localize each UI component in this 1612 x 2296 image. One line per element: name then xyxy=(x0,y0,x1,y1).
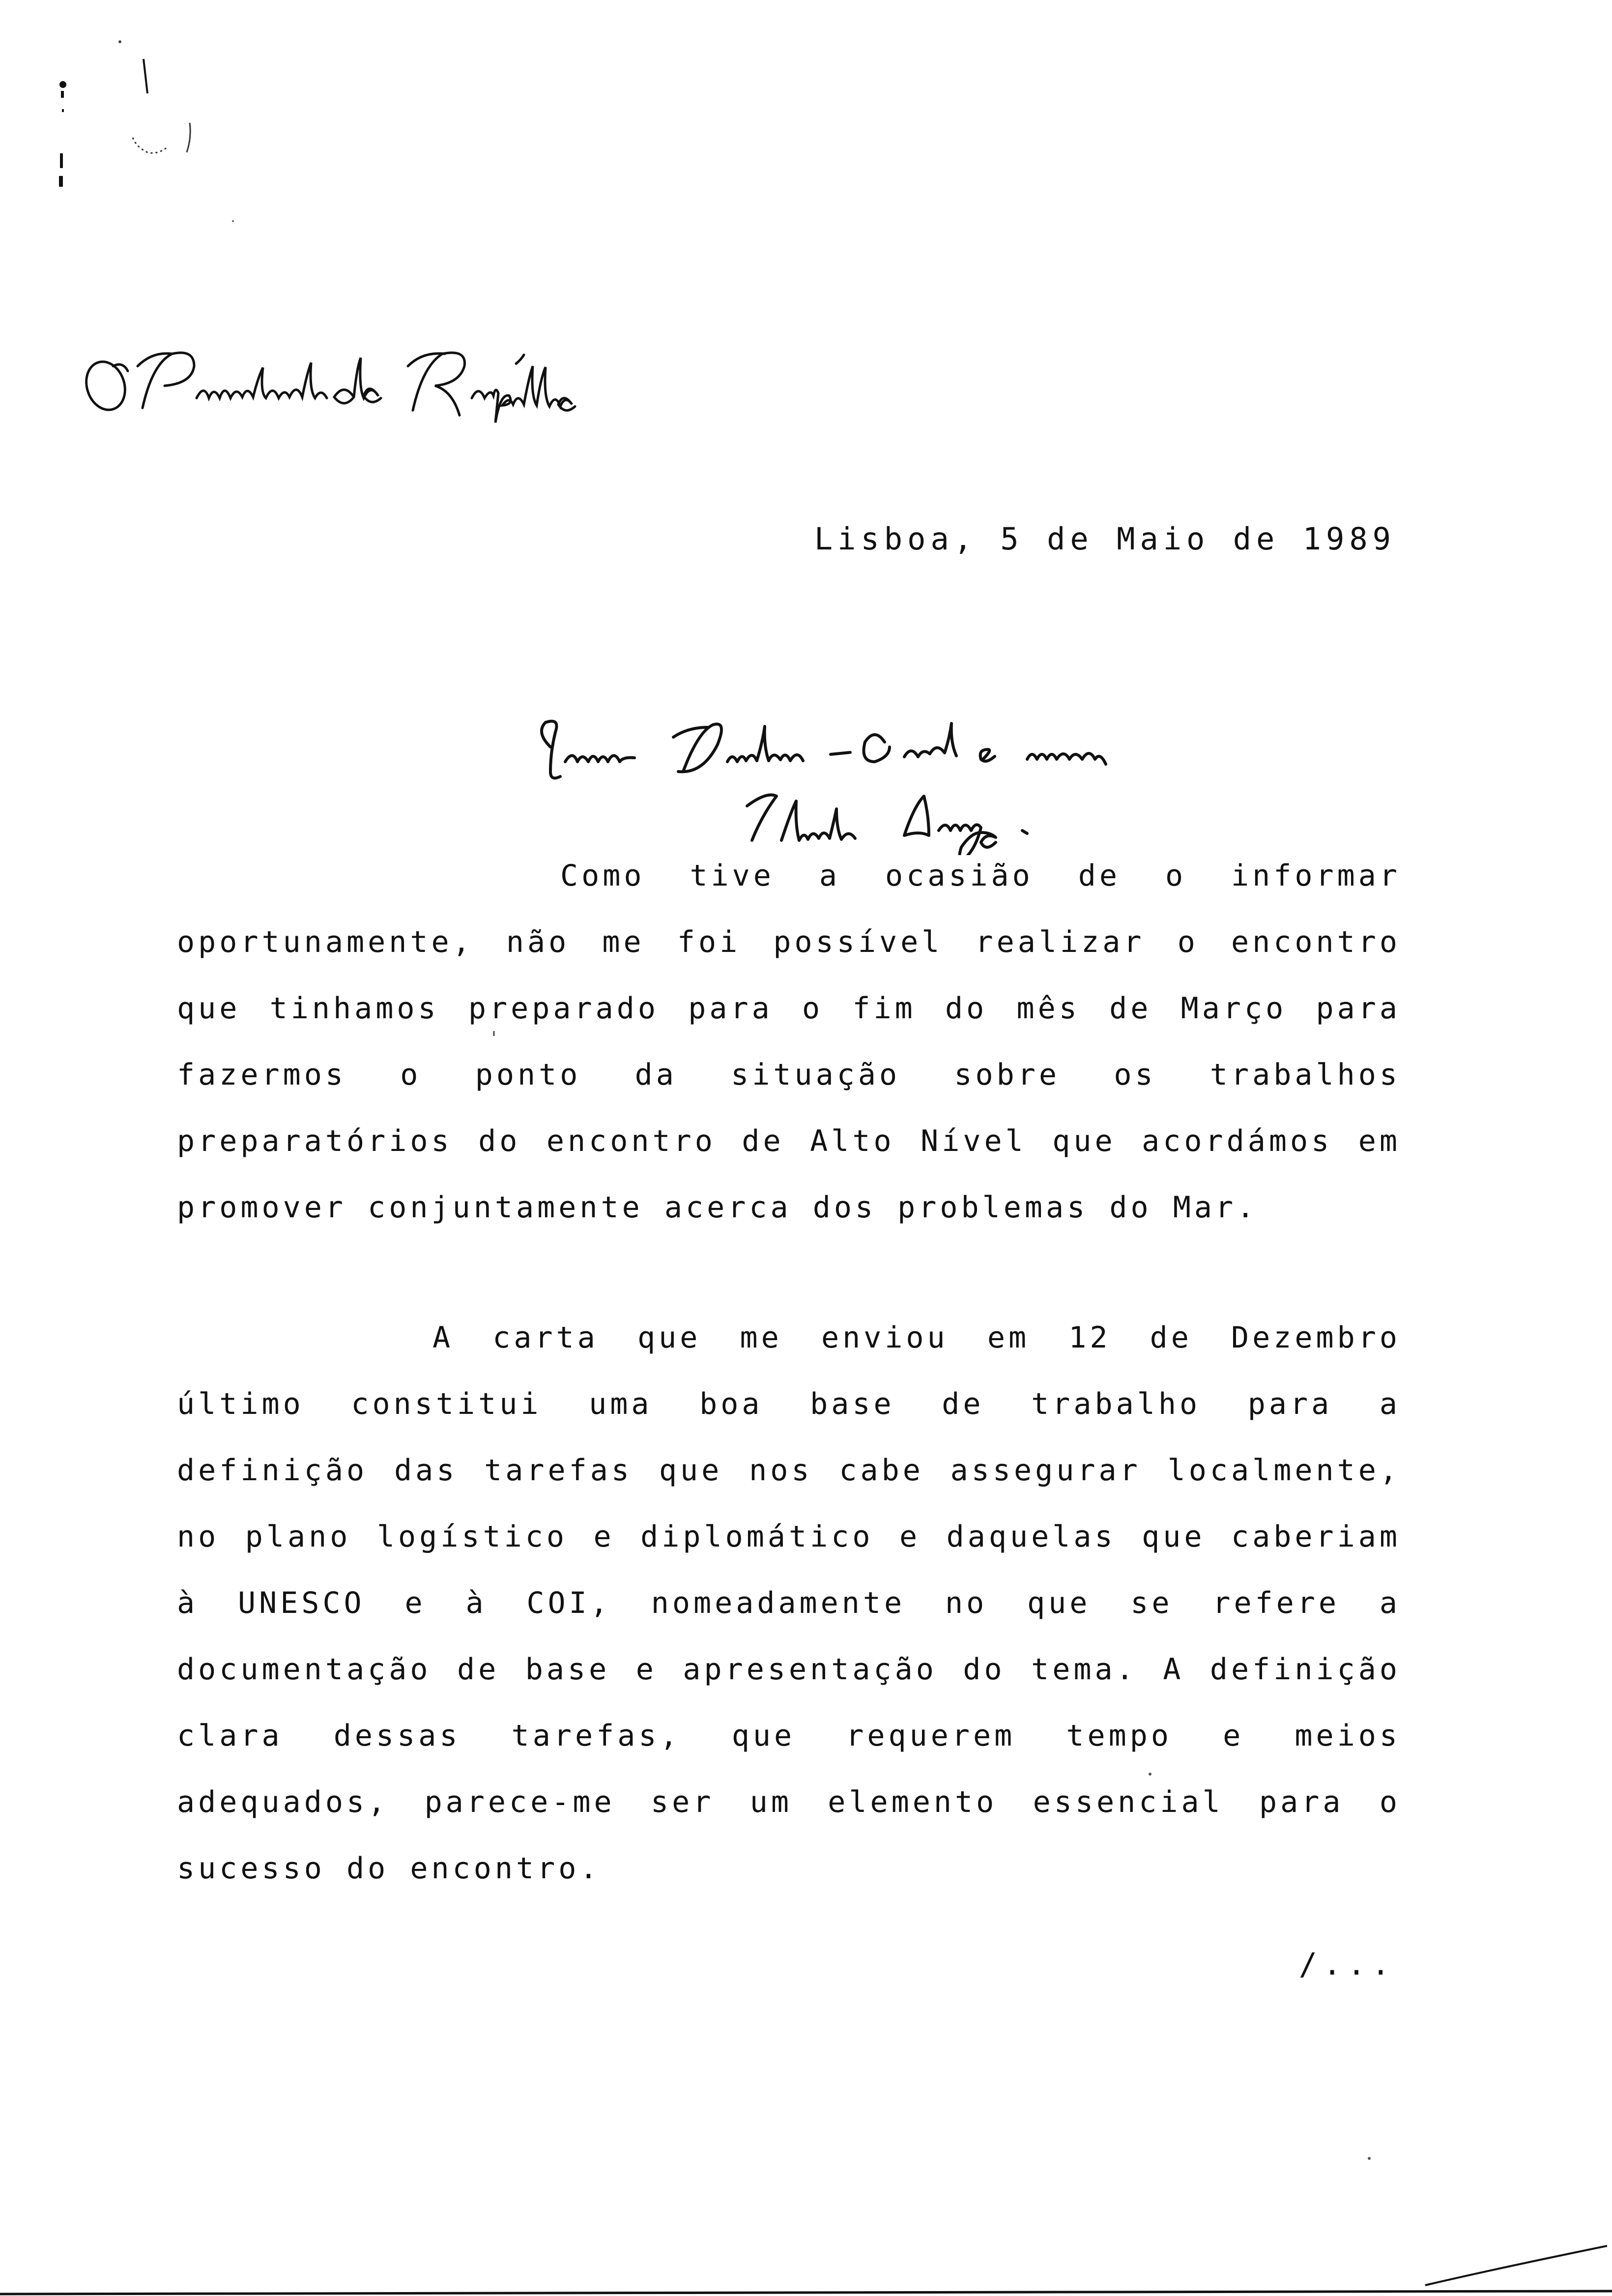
body-paragraph-2: A carta que me enviou em 12 de Dezembro último constitui uma boa base de trabalho para a definição das tarefas que nos cabe assegurar localmente, no plano logístico e diplomático e daquelas que caberiam à UNESCO e à COI, nomeadamente no que se refere a documentação de base e apresentação do tema. A definição clara dessas tarefas, que requerem tempo e meios adequados, parece-me ser um elemento essencial para o sucesso do encontro. xyxy=(177,1320,1401,1886)
letterhead-title xyxy=(79,339,668,428)
handwritten-salutation xyxy=(531,708,1317,855)
letterhead-script-image xyxy=(79,339,668,428)
letter-date: Lisboa, 5 de Maio de 1989 xyxy=(814,521,1396,557)
body-paragraph-1: Como tive a ocasião de o informar oportunamente, não me foi possível realizar o encontro que tinhamos preparado para o fim do mês de Março para fazermos o ponto da situação sobre os trabalhos preparatórios do encontro de Alto Nível que acordámos em promover conjuntamente acerca dos problemas do Mar. xyxy=(177,859,1401,1225)
continuation-mark: /... xyxy=(1298,1946,1396,1982)
salutation-handwriting-image xyxy=(531,708,1317,855)
